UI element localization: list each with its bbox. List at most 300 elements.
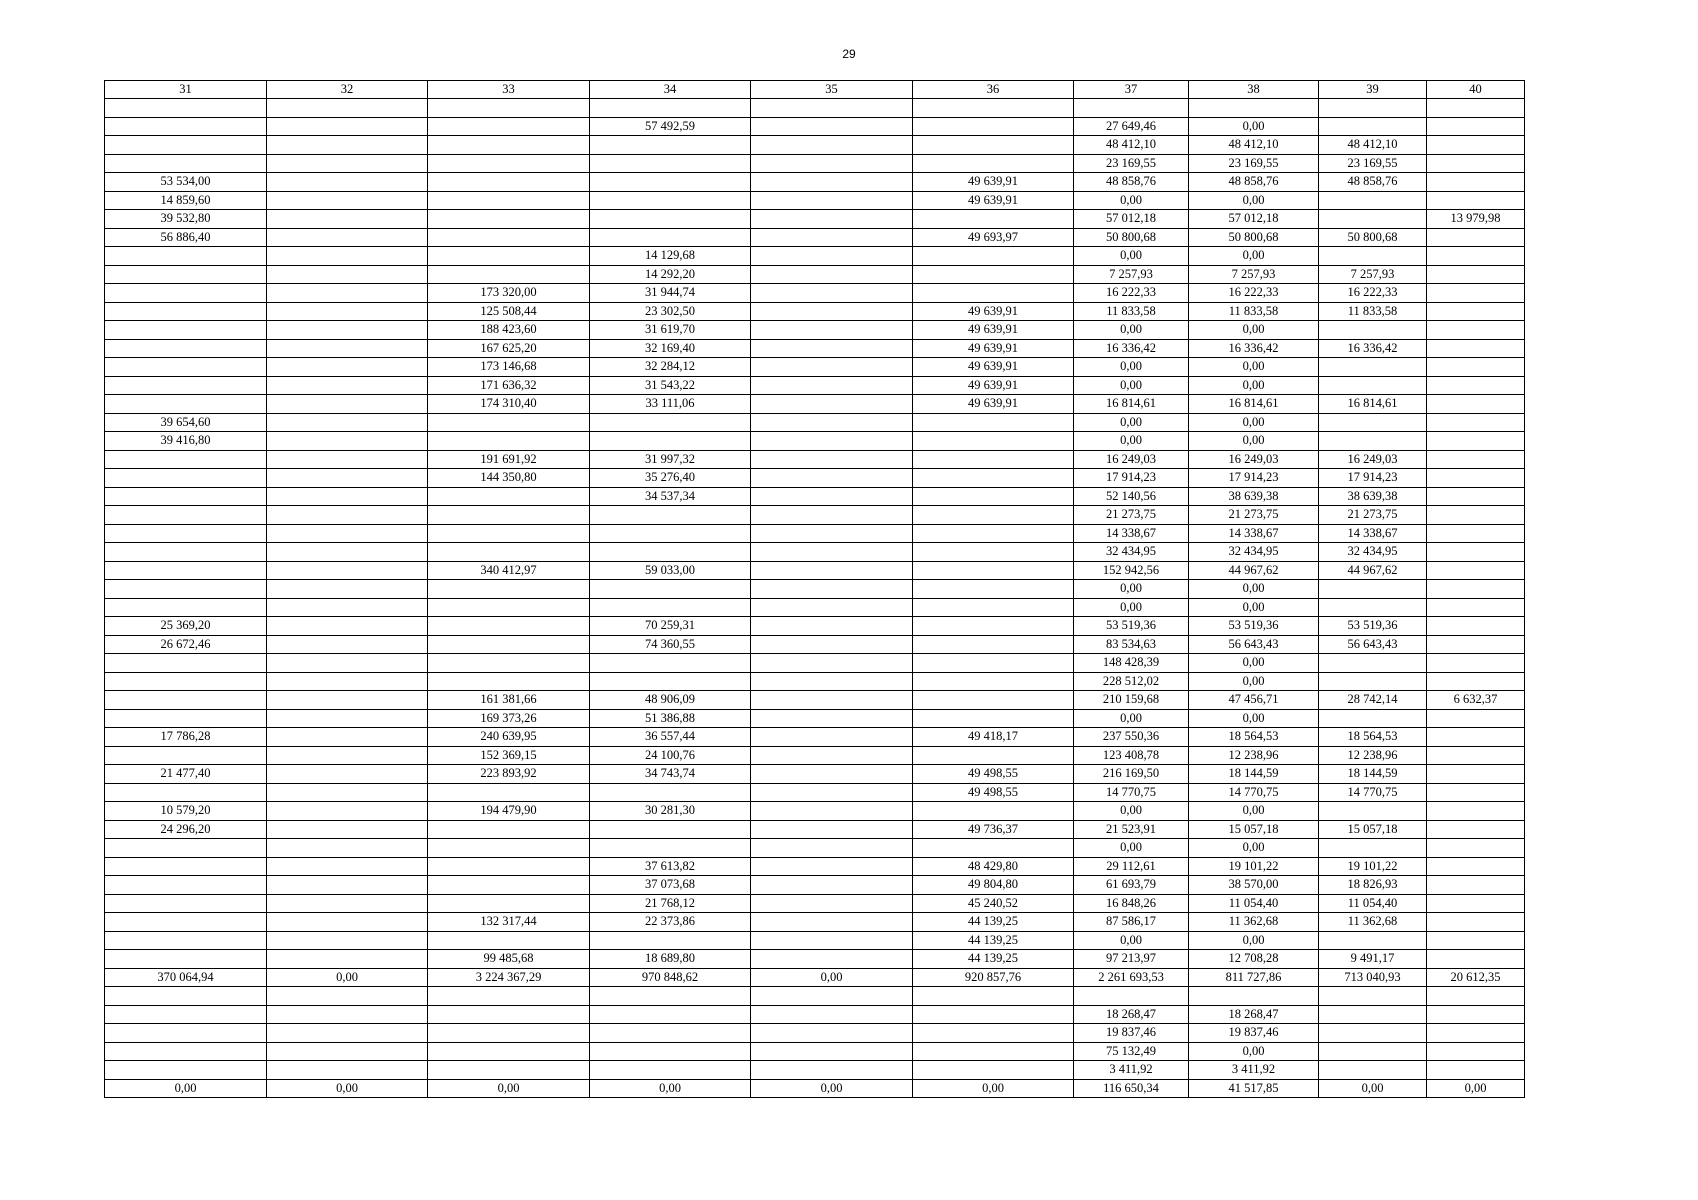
table-cell: 87 586,17 bbox=[1074, 913, 1189, 932]
table-row bbox=[105, 968, 1525, 987]
table-cell: 44 139,25 bbox=[913, 950, 1074, 969]
table-cell bbox=[1074, 987, 1189, 1006]
table-cell bbox=[751, 339, 913, 358]
table-cell bbox=[590, 931, 751, 950]
table-cell bbox=[428, 265, 590, 284]
table-cell: 216 169,50 bbox=[1074, 765, 1189, 784]
table-cell: 0,00 bbox=[1189, 580, 1319, 599]
table-cell: 29 112,61 bbox=[1074, 857, 1189, 876]
table-cell: 48 906,09 bbox=[590, 691, 751, 710]
table-cell bbox=[428, 580, 590, 599]
table-cell bbox=[428, 1005, 590, 1024]
table-row bbox=[105, 617, 1525, 636]
table-cell bbox=[751, 580, 913, 599]
table-cell: 11 054,40 bbox=[1189, 894, 1319, 913]
table-cell bbox=[105, 561, 267, 580]
table-cell: 0,00 bbox=[105, 1079, 267, 1098]
table-row bbox=[105, 839, 1525, 858]
table-cell: 0,00 bbox=[1189, 432, 1319, 451]
table-cell bbox=[751, 802, 913, 821]
table-cell bbox=[913, 635, 1074, 654]
table-cell bbox=[1427, 487, 1525, 506]
table-cell: 17 914,23 bbox=[1189, 469, 1319, 488]
column-header-39: 39 bbox=[1319, 81, 1427, 99]
table-cell: 0,00 bbox=[1074, 839, 1189, 858]
table-cell bbox=[913, 487, 1074, 506]
table-cell: 0,00 bbox=[1189, 191, 1319, 210]
table-cell: 32 169,40 bbox=[590, 339, 751, 358]
table-cell bbox=[1427, 228, 1525, 247]
table-row bbox=[105, 191, 1525, 210]
table-cell: 14 770,75 bbox=[1074, 783, 1189, 802]
table-cell: 21 477,40 bbox=[105, 765, 267, 784]
table-cell bbox=[751, 191, 913, 210]
table-cell: 18 826,93 bbox=[1319, 876, 1427, 895]
table-cell: 56 643,43 bbox=[1189, 635, 1319, 654]
table-cell bbox=[1319, 376, 1427, 395]
table-cell bbox=[751, 358, 913, 377]
table-cell: 0,00 bbox=[1074, 709, 1189, 728]
table-cell: 49 639,91 bbox=[913, 395, 1074, 414]
table-cell bbox=[105, 783, 267, 802]
table-cell: 28 742,14 bbox=[1319, 691, 1427, 710]
table-cell bbox=[267, 469, 428, 488]
table-cell: 49 639,91 bbox=[913, 302, 1074, 321]
table-cell: 48 858,76 bbox=[1074, 173, 1189, 192]
table-cell: 49 804,80 bbox=[913, 876, 1074, 895]
table-cell: 44 139,25 bbox=[913, 913, 1074, 932]
table-cell: 37 073,68 bbox=[590, 876, 751, 895]
table-cell: 53 519,36 bbox=[1319, 617, 1427, 636]
table-cell bbox=[751, 598, 913, 617]
table-cell bbox=[913, 709, 1074, 728]
table-cell bbox=[1427, 413, 1525, 432]
table-cell bbox=[428, 876, 590, 895]
table-cell: 56 886,40 bbox=[105, 228, 267, 247]
table-cell bbox=[751, 691, 913, 710]
table-cell: 16 249,03 bbox=[1319, 450, 1427, 469]
table-row bbox=[105, 802, 1525, 821]
table-cell bbox=[1319, 1042, 1427, 1061]
table-cell: 0,00 bbox=[1074, 321, 1189, 340]
table-cell bbox=[267, 1061, 428, 1080]
table-cell: 23 169,55 bbox=[1074, 154, 1189, 173]
table-cell bbox=[267, 709, 428, 728]
table-cell bbox=[1319, 432, 1427, 451]
table-cell bbox=[428, 654, 590, 673]
table-cell bbox=[751, 376, 913, 395]
table-cell bbox=[267, 524, 428, 543]
table-cell bbox=[1319, 802, 1427, 821]
table-cell bbox=[267, 543, 428, 562]
table-row bbox=[105, 284, 1525, 303]
table-cell bbox=[105, 265, 267, 284]
table-cell bbox=[105, 913, 267, 932]
table-cell bbox=[267, 728, 428, 747]
table-cell: 23 302,50 bbox=[590, 302, 751, 321]
column-header-33: 33 bbox=[428, 81, 590, 99]
table-cell: 340 412,97 bbox=[428, 561, 590, 580]
table-cell bbox=[751, 839, 913, 858]
data-table bbox=[104, 80, 1525, 1098]
table-cell: 191 691,92 bbox=[428, 450, 590, 469]
table-cell bbox=[751, 876, 913, 895]
table-cell bbox=[751, 617, 913, 636]
table-cell: 0,00 bbox=[1074, 376, 1189, 395]
table-cell: 3 411,92 bbox=[1189, 1061, 1319, 1080]
table-cell bbox=[105, 358, 267, 377]
table-cell: 12 238,96 bbox=[1319, 746, 1427, 765]
table-cell: 11 833,58 bbox=[1319, 302, 1427, 321]
table-cell bbox=[1427, 543, 1525, 562]
table-cell bbox=[1189, 987, 1319, 1006]
table-cell: 2 261 693,53 bbox=[1074, 968, 1189, 987]
table-cell: 59 033,00 bbox=[590, 561, 751, 580]
table-cell bbox=[105, 450, 267, 469]
table-cell bbox=[267, 173, 428, 192]
table-row bbox=[105, 1079, 1525, 1098]
table-cell bbox=[1427, 617, 1525, 636]
table-row bbox=[105, 469, 1525, 488]
table-cell bbox=[913, 598, 1074, 617]
table-cell: 14 292,20 bbox=[590, 265, 751, 284]
table-cell bbox=[751, 173, 913, 192]
table-cell bbox=[751, 857, 913, 876]
table-cell bbox=[428, 987, 590, 1006]
table-cell: 30 281,30 bbox=[590, 802, 751, 821]
table-cell: 35 276,40 bbox=[590, 469, 751, 488]
table-cell: 16 249,03 bbox=[1074, 450, 1189, 469]
table-cell bbox=[751, 487, 913, 506]
table-cell: 51 386,88 bbox=[590, 709, 751, 728]
column-header-34: 34 bbox=[590, 81, 751, 99]
table-cell bbox=[751, 765, 913, 784]
table-cell: 31 619,70 bbox=[590, 321, 751, 340]
table-cell bbox=[428, 894, 590, 913]
table-cell bbox=[913, 654, 1074, 673]
table-row bbox=[105, 432, 1525, 451]
table-cell bbox=[267, 339, 428, 358]
table-cell: 26 672,46 bbox=[105, 635, 267, 654]
table-cell bbox=[913, 1024, 1074, 1043]
table-cell: 14 770,75 bbox=[1319, 783, 1427, 802]
table-cell: 32 284,12 bbox=[590, 358, 751, 377]
table-cell: 920 857,76 bbox=[913, 968, 1074, 987]
table-cell: 31 944,74 bbox=[590, 284, 751, 303]
table-row bbox=[105, 1061, 1525, 1080]
table-cell bbox=[913, 450, 1074, 469]
table-cell: 152 942,56 bbox=[1074, 561, 1189, 580]
table-cell: 14 338,67 bbox=[1319, 524, 1427, 543]
table-cell bbox=[267, 561, 428, 580]
table-cell: 52 140,56 bbox=[1074, 487, 1189, 506]
table-cell bbox=[913, 284, 1074, 303]
table-cell: 12 708,28 bbox=[1189, 950, 1319, 969]
table-cell bbox=[913, 987, 1074, 1006]
table-cell: 61 693,79 bbox=[1074, 876, 1189, 895]
table-cell bbox=[751, 284, 913, 303]
table-cell bbox=[1319, 99, 1427, 118]
table-cell: 240 639,95 bbox=[428, 728, 590, 747]
table-cell bbox=[267, 691, 428, 710]
table-cell bbox=[428, 857, 590, 876]
table-cell bbox=[913, 802, 1074, 821]
table-cell: 7 257,93 bbox=[1189, 265, 1319, 284]
table-cell bbox=[1427, 191, 1525, 210]
table-cell bbox=[751, 894, 913, 913]
page-number: 29 bbox=[842, 47, 856, 61]
table-row bbox=[105, 506, 1525, 525]
table-cell bbox=[1074, 99, 1189, 118]
table-row bbox=[105, 358, 1525, 377]
table-cell: 148 428,39 bbox=[1074, 654, 1189, 673]
table-cell bbox=[105, 950, 267, 969]
table-cell bbox=[267, 228, 428, 247]
table-cell bbox=[751, 524, 913, 543]
table-cell bbox=[913, 247, 1074, 266]
table-cell: 17 914,23 bbox=[1074, 469, 1189, 488]
table-cell: 173 320,00 bbox=[428, 284, 590, 303]
table-cell bbox=[751, 654, 913, 673]
table-cell: 0,00 bbox=[913, 1079, 1074, 1098]
table-cell bbox=[428, 413, 590, 432]
table-cell bbox=[913, 154, 1074, 173]
table-row bbox=[105, 265, 1525, 284]
table-cell: 49 418,17 bbox=[913, 728, 1074, 747]
table-cell: 0,00 bbox=[1189, 247, 1319, 266]
table-cell bbox=[751, 746, 913, 765]
table-cell bbox=[590, 1005, 751, 1024]
table-cell bbox=[1427, 820, 1525, 839]
table-cell bbox=[590, 413, 751, 432]
table-cell: 0,00 bbox=[1074, 191, 1189, 210]
table-cell: 0,00 bbox=[1189, 1042, 1319, 1061]
table-cell bbox=[105, 302, 267, 321]
table-cell: 174 310,40 bbox=[428, 395, 590, 414]
table-cell bbox=[267, 820, 428, 839]
table-cell: 123 408,78 bbox=[1074, 746, 1189, 765]
table-cell: 14 338,67 bbox=[1189, 524, 1319, 543]
table-cell: 41 517,85 bbox=[1189, 1079, 1319, 1098]
table-cell bbox=[428, 247, 590, 266]
table-cell bbox=[751, 635, 913, 654]
table-row bbox=[105, 876, 1525, 895]
table-cell: 0,00 bbox=[1189, 672, 1319, 691]
table-cell bbox=[105, 1042, 267, 1061]
table-row bbox=[105, 543, 1525, 562]
table-cell bbox=[590, 820, 751, 839]
table-cell: 97 213,97 bbox=[1074, 950, 1189, 969]
table-cell bbox=[590, 672, 751, 691]
table-cell bbox=[1427, 450, 1525, 469]
table-cell: 0,00 bbox=[751, 968, 913, 987]
table-row bbox=[105, 820, 1525, 839]
table-cell: 49 639,91 bbox=[913, 339, 1074, 358]
table-cell: 44 967,62 bbox=[1319, 561, 1427, 580]
table-row bbox=[105, 413, 1525, 432]
table-cell: 0,00 bbox=[1074, 598, 1189, 617]
table-cell: 0,00 bbox=[1319, 1079, 1427, 1098]
table-cell bbox=[267, 783, 428, 802]
table-cell bbox=[1427, 154, 1525, 173]
table-cell: 49 639,91 bbox=[913, 173, 1074, 192]
table-cell bbox=[751, 302, 913, 321]
table-cell bbox=[267, 284, 428, 303]
table-cell: 0,00 bbox=[1189, 321, 1319, 340]
table-cell bbox=[105, 654, 267, 673]
table-cell: 49 639,91 bbox=[913, 191, 1074, 210]
table-cell bbox=[590, 228, 751, 247]
table-cell bbox=[751, 117, 913, 136]
table-cell: 31 997,32 bbox=[590, 450, 751, 469]
table-cell bbox=[428, 839, 590, 858]
table-cell bbox=[105, 321, 267, 340]
table-cell: 32 434,95 bbox=[1189, 543, 1319, 562]
table-cell: 0,00 bbox=[1189, 802, 1319, 821]
table-cell bbox=[267, 302, 428, 321]
table-cell: 0,00 bbox=[267, 968, 428, 987]
table-body bbox=[105, 99, 1525, 1098]
table-cell bbox=[105, 395, 267, 414]
table-cell: 0,00 bbox=[1074, 247, 1189, 266]
table-cell: 22 373,86 bbox=[590, 913, 751, 932]
table-cell: 16 848,26 bbox=[1074, 894, 1189, 913]
table-cell: 125 508,44 bbox=[428, 302, 590, 321]
table-cell: 83 534,63 bbox=[1074, 635, 1189, 654]
table-cell bbox=[428, 506, 590, 525]
table-cell: 53 519,36 bbox=[1189, 617, 1319, 636]
table-cell bbox=[267, 839, 428, 858]
table-cell: 116 650,34 bbox=[1074, 1079, 1189, 1098]
table-cell bbox=[1427, 728, 1525, 747]
table-cell bbox=[590, 506, 751, 525]
table-cell bbox=[1427, 395, 1525, 414]
table-cell bbox=[105, 746, 267, 765]
table-cell: 48 412,10 bbox=[1074, 136, 1189, 155]
table-cell bbox=[751, 1005, 913, 1024]
table-cell: 36 557,44 bbox=[590, 728, 751, 747]
table-cell bbox=[913, 506, 1074, 525]
table-cell bbox=[1427, 802, 1525, 821]
table-cell bbox=[267, 1024, 428, 1043]
table-cell bbox=[428, 820, 590, 839]
table-cell bbox=[105, 1005, 267, 1024]
table-cell bbox=[751, 506, 913, 525]
table-cell: 223 893,92 bbox=[428, 765, 590, 784]
table-cell bbox=[428, 136, 590, 155]
table-cell: 44 967,62 bbox=[1189, 561, 1319, 580]
table-cell bbox=[1427, 913, 1525, 932]
table-cell bbox=[751, 1061, 913, 1080]
table-cell: 14 338,67 bbox=[1074, 524, 1189, 543]
table-cell bbox=[751, 543, 913, 562]
table-cell: 18 268,47 bbox=[1189, 1005, 1319, 1024]
table-cell bbox=[590, 1061, 751, 1080]
table-cell bbox=[105, 284, 267, 303]
table-cell bbox=[913, 432, 1074, 451]
table-cell: 49 639,91 bbox=[913, 376, 1074, 395]
table-cell: 18 564,53 bbox=[1319, 728, 1427, 747]
table-cell bbox=[1427, 302, 1525, 321]
table-cell: 38 639,38 bbox=[1319, 487, 1427, 506]
table-cell bbox=[105, 672, 267, 691]
table-row bbox=[105, 339, 1525, 358]
table-cell: 18 144,59 bbox=[1189, 765, 1319, 784]
table-row bbox=[105, 376, 1525, 395]
table-cell bbox=[590, 524, 751, 543]
table-cell bbox=[751, 432, 913, 451]
table-cell: 11 362,68 bbox=[1189, 913, 1319, 932]
table-cell bbox=[751, 820, 913, 839]
table-cell: 167 625,20 bbox=[428, 339, 590, 358]
table-cell bbox=[267, 913, 428, 932]
table-cell: 15 057,18 bbox=[1189, 820, 1319, 839]
table-cell: 48 858,76 bbox=[1189, 173, 1319, 192]
table-cell: 194 479,90 bbox=[428, 802, 590, 821]
table-cell bbox=[105, 524, 267, 543]
table-cell: 24 100,76 bbox=[590, 746, 751, 765]
table-row bbox=[105, 580, 1525, 599]
table-cell bbox=[1319, 931, 1427, 950]
table-cell: 57 012,18 bbox=[1074, 210, 1189, 229]
table-cell bbox=[267, 931, 428, 950]
table-cell bbox=[267, 265, 428, 284]
table-cell bbox=[1319, 247, 1427, 266]
table-cell bbox=[913, 672, 1074, 691]
table-cell bbox=[1427, 173, 1525, 192]
table-cell bbox=[913, 265, 1074, 284]
table-cell: 144 350,80 bbox=[428, 469, 590, 488]
table-cell bbox=[751, 672, 913, 691]
table-cell: 3 411,92 bbox=[1074, 1061, 1189, 1080]
table-cell bbox=[1189, 99, 1319, 118]
table-cell: 18 144,59 bbox=[1319, 765, 1427, 784]
table-cell: 152 369,15 bbox=[428, 746, 590, 765]
table-cell: 34 537,34 bbox=[590, 487, 751, 506]
table-cell bbox=[1427, 561, 1525, 580]
table-cell: 49 639,91 bbox=[913, 321, 1074, 340]
table-cell bbox=[1319, 1024, 1427, 1043]
table-cell bbox=[267, 450, 428, 469]
table-cell: 38 639,38 bbox=[1189, 487, 1319, 506]
table-row bbox=[105, 746, 1525, 765]
table-row bbox=[105, 894, 1525, 913]
table-cell bbox=[1427, 99, 1525, 118]
table-cell: 16 336,42 bbox=[1074, 339, 1189, 358]
table-cell bbox=[267, 117, 428, 136]
table-cell bbox=[105, 876, 267, 895]
table-cell bbox=[590, 191, 751, 210]
column-header-31: 31 bbox=[105, 81, 267, 99]
table-row bbox=[105, 1005, 1525, 1024]
table-cell bbox=[105, 376, 267, 395]
table-cell: 16 222,33 bbox=[1189, 284, 1319, 303]
table-cell bbox=[1427, 876, 1525, 895]
table-cell bbox=[105, 154, 267, 173]
table-cell: 49 736,37 bbox=[913, 820, 1074, 839]
table-cell bbox=[1427, 117, 1525, 136]
table-row bbox=[105, 487, 1525, 506]
table-cell bbox=[751, 395, 913, 414]
table-cell bbox=[751, 1024, 913, 1043]
table-cell: 39 416,80 bbox=[105, 432, 267, 451]
table-cell: 70 259,31 bbox=[590, 617, 751, 636]
table-cell bbox=[913, 839, 1074, 858]
table-cell bbox=[913, 561, 1074, 580]
table-cell: 0,00 bbox=[751, 1079, 913, 1098]
table-cell bbox=[590, 1024, 751, 1043]
table-row bbox=[105, 561, 1525, 580]
